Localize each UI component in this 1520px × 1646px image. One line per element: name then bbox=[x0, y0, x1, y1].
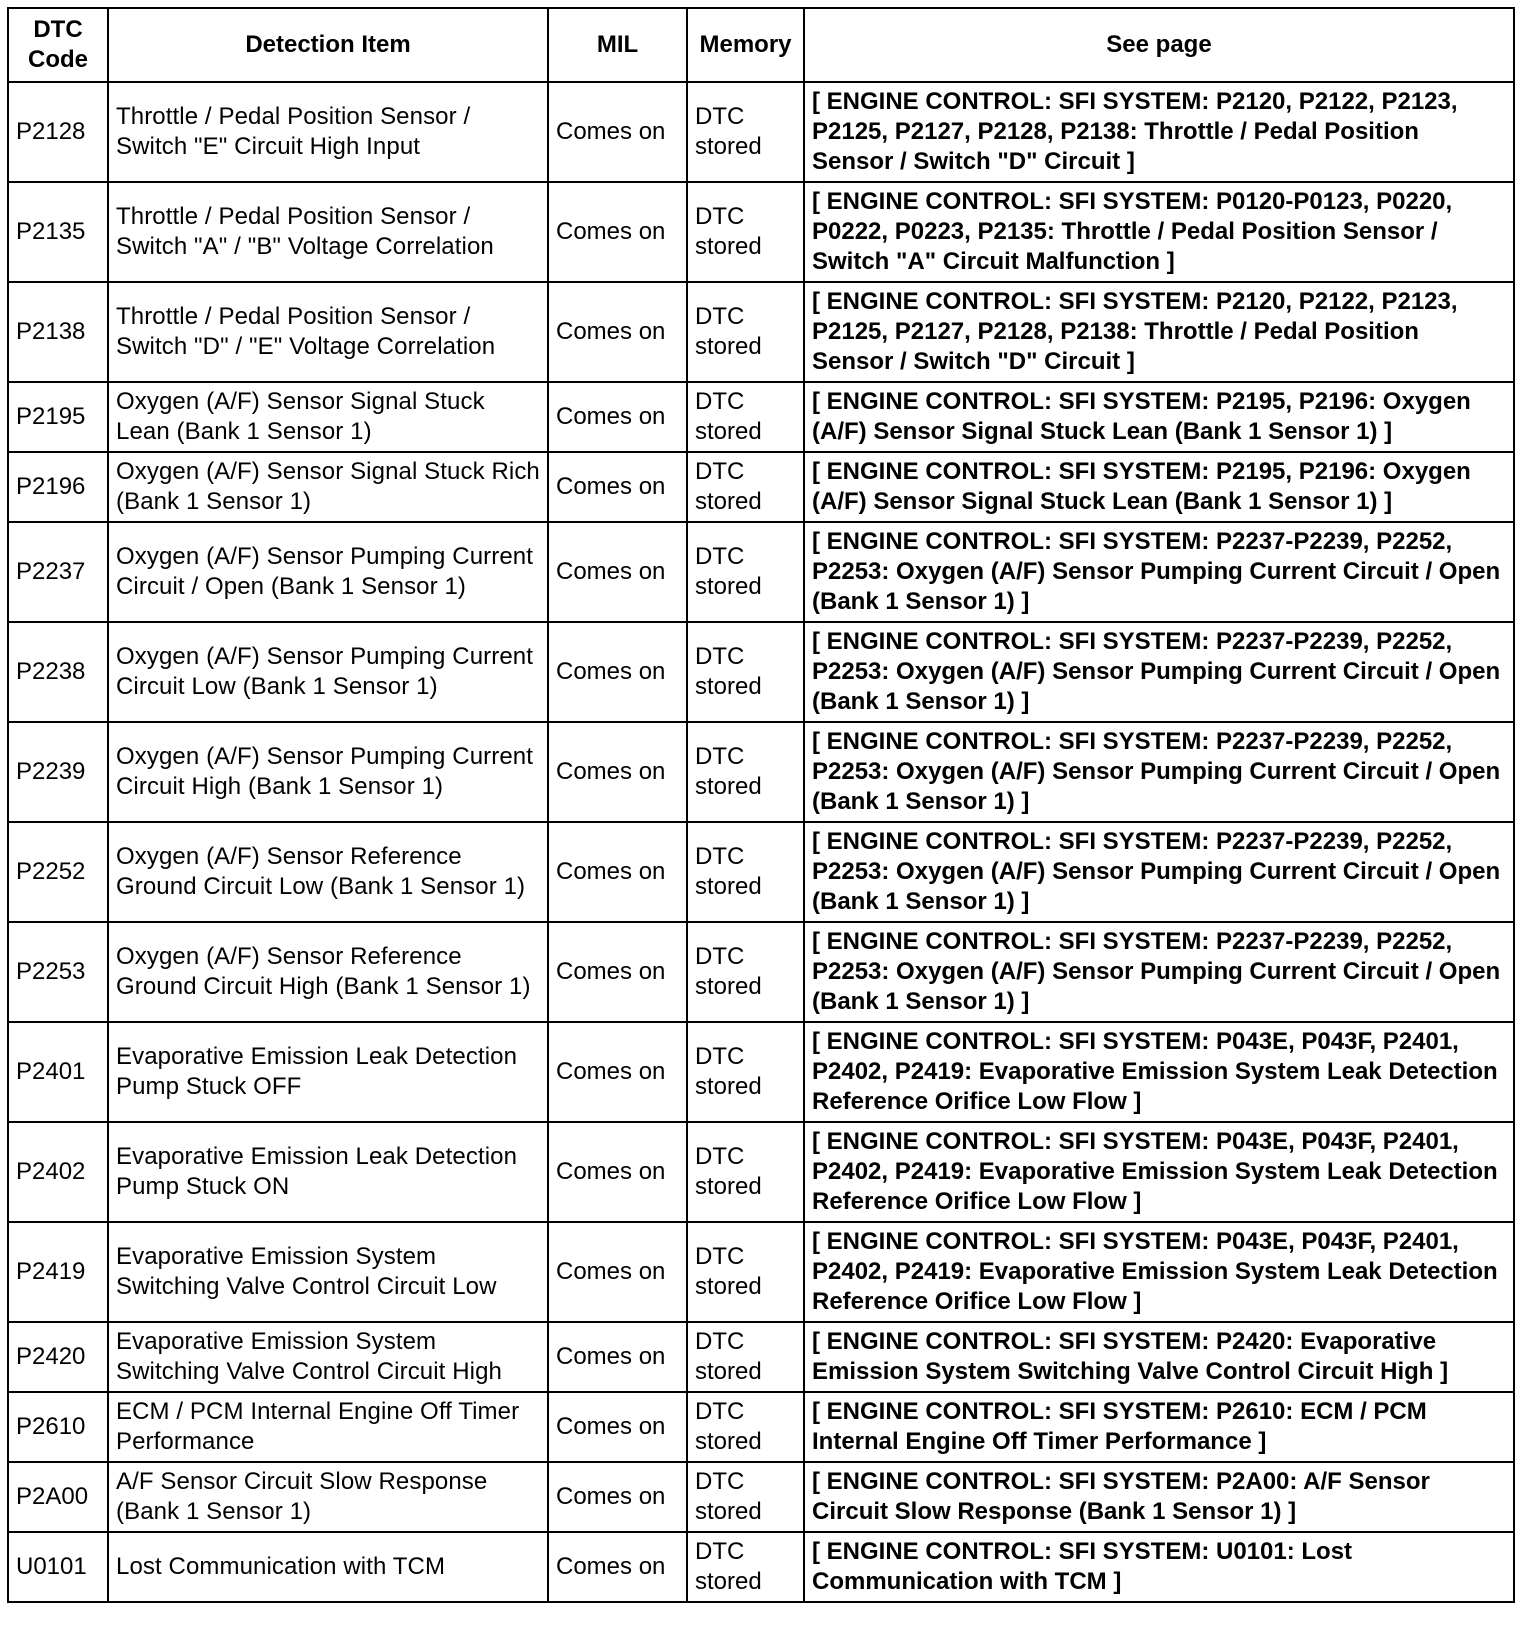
mil-cell: Comes on bbox=[548, 82, 687, 182]
dtc-code-cell: P2237 bbox=[8, 522, 108, 622]
detection-item-cell: Oxygen (A/F) Sensor Reference Ground Circuit High (Bank 1 Sensor 1) bbox=[108, 922, 548, 1022]
detection-item-cell: Throttle / Pedal Position Sensor / Switch "E" Circuit High Input bbox=[108, 82, 548, 182]
detection-item-cell: Oxygen (A/F) Sensor Signal Stuck Lean (Bank 1 Sensor 1) bbox=[108, 382, 548, 452]
see-page-link[interactable]: [ ENGINE CONTROL: SFI SYSTEM: P2237-P2239, P2252, P2253: Oxygen (A/F) Sensor Pumping Current Circuit / Open (Bank 1 Sensor 1) ] bbox=[804, 622, 1514, 722]
detection-item-cell: Throttle / Pedal Position Sensor / Switch "D" / "E" Voltage Correlation bbox=[108, 282, 548, 382]
see-page-link[interactable]: [ ENGINE CONTROL: SFI SYSTEM: P2237-P2239, P2252, P2253: Oxygen (A/F) Sensor Pumping Current Circuit / Open (Bank 1 Sensor 1) ] bbox=[804, 522, 1514, 622]
memory-cell: DTC stored bbox=[687, 1392, 804, 1462]
table-row bbox=[8, 922, 1514, 1022]
mil-cell: Comes on bbox=[548, 282, 687, 382]
mil-cell: Comes on bbox=[548, 1392, 687, 1462]
table-row bbox=[8, 522, 1514, 622]
dtc-code-cell: P2239 bbox=[8, 722, 108, 822]
mil-cell: Comes on bbox=[548, 922, 687, 1022]
see-page-link[interactable]: [ ENGINE CONTROL: SFI SYSTEM: P2237-P2239, P2252, P2253: Oxygen (A/F) Sensor Pumping Current Circuit / Open (Bank 1 Sensor 1) ] bbox=[804, 922, 1514, 1022]
dtc-code-cell: P2135 bbox=[8, 182, 108, 282]
memory-cell: DTC stored bbox=[687, 1122, 804, 1222]
see-page-link[interactable]: [ ENGINE CONTROL: SFI SYSTEM: P2237-P2239, P2252, P2253: Oxygen (A/F) Sensor Pumping Current Circuit / Open (Bank 1 Sensor 1) ] bbox=[804, 822, 1514, 922]
header-memory: Memory bbox=[687, 8, 804, 82]
table-row bbox=[8, 622, 1514, 722]
table-row bbox=[8, 1222, 1514, 1322]
dtc-code-cell: P2610 bbox=[8, 1392, 108, 1462]
dtc-code-cell: P2128 bbox=[8, 82, 108, 182]
table-row bbox=[8, 1532, 1514, 1602]
mil-cell: Comes on bbox=[548, 622, 687, 722]
memory-cell: DTC stored bbox=[687, 1532, 804, 1602]
memory-cell: DTC stored bbox=[687, 722, 804, 822]
dtc-code-cell: U0101 bbox=[8, 1532, 108, 1602]
memory-cell: DTC stored bbox=[687, 82, 804, 182]
table-row bbox=[8, 182, 1514, 282]
table-row bbox=[8, 382, 1514, 452]
see-page-link[interactable]: [ ENGINE CONTROL: SFI SYSTEM: P2420: Evaporative Emission System Switching Valve Control Circuit High ] bbox=[804, 1322, 1514, 1392]
memory-cell: DTC stored bbox=[687, 382, 804, 452]
dtc-code-cell: P2238 bbox=[8, 622, 108, 722]
see-page-link[interactable]: [ ENGINE CONTROL: SFI SYSTEM: P2120, P2122, P2123, P2125, P2127, P2128, P2138: Throttle / Pedal Position Sensor / Switch "D" Circuit ] bbox=[804, 282, 1514, 382]
header-detection-item: Detection Item bbox=[108, 8, 548, 82]
see-page-link[interactable]: [ ENGINE CONTROL: SFI SYSTEM: P0120-P0123, P0220, P0222, P0223, P2135: Throttle / Pedal Position Sensor / Switch "A" Circuit Malfunction ] bbox=[804, 182, 1514, 282]
see-page-link[interactable]: [ ENGINE CONTROL: SFI SYSTEM: P2237-P2239, P2252, P2253: Oxygen (A/F) Sensor Pumping Current Circuit / Open (Bank 1 Sensor 1) ] bbox=[804, 722, 1514, 822]
mil-cell: Comes on bbox=[548, 722, 687, 822]
table-row bbox=[8, 1462, 1514, 1532]
table-row bbox=[8, 1322, 1514, 1392]
see-page-link[interactable]: [ ENGINE CONTROL: SFI SYSTEM: P2120, P2122, P2123, P2125, P2127, P2128, P2138: Throttle / Pedal Position Sensor / Switch "D" Circuit ] bbox=[804, 82, 1514, 182]
see-page-link[interactable]: [ ENGINE CONTROL: SFI SYSTEM: P2A00: A/F Sensor Circuit Slow Response (Bank 1 Sensor 1) ] bbox=[804, 1462, 1514, 1532]
memory-cell: DTC stored bbox=[687, 1322, 804, 1392]
table-row bbox=[8, 452, 1514, 522]
table-row bbox=[8, 282, 1514, 382]
dtc-code-cell: P2138 bbox=[8, 282, 108, 382]
memory-cell: DTC stored bbox=[687, 822, 804, 922]
dtc-code-cell: P2196 bbox=[8, 452, 108, 522]
see-page-link[interactable]: [ ENGINE CONTROL: SFI SYSTEM: P2195, P2196: Oxygen (A/F) Sensor Signal Stuck Lean (Bank 1 Sensor 1) ] bbox=[804, 382, 1514, 452]
memory-cell: DTC stored bbox=[687, 922, 804, 1022]
detection-item-cell: A/F Sensor Circuit Slow Response (Bank 1 Sensor 1) bbox=[108, 1462, 548, 1532]
table-row bbox=[8, 82, 1514, 182]
mil-cell: Comes on bbox=[548, 1122, 687, 1222]
table-row bbox=[8, 1392, 1514, 1462]
header-mil: MIL bbox=[548, 8, 687, 82]
mil-cell: Comes on bbox=[548, 1222, 687, 1322]
dtc-code-cell: P2A00 bbox=[8, 1462, 108, 1532]
memory-cell: DTC stored bbox=[687, 622, 804, 722]
detection-item-cell: ECM / PCM Internal Engine Off Timer Performance bbox=[108, 1392, 548, 1462]
table-row bbox=[8, 1122, 1514, 1222]
mil-cell: Comes on bbox=[548, 822, 687, 922]
mil-cell: Comes on bbox=[548, 382, 687, 452]
detection-item-cell: Evaporative Emission Leak Detection Pump Stuck ON bbox=[108, 1122, 548, 1222]
mil-cell: Comes on bbox=[548, 1022, 687, 1122]
table-row bbox=[8, 1022, 1514, 1122]
memory-cell: DTC stored bbox=[687, 1022, 804, 1122]
memory-cell: DTC stored bbox=[687, 1462, 804, 1532]
memory-cell: DTC stored bbox=[687, 1222, 804, 1322]
detection-item-cell: Throttle / Pedal Position Sensor / Switch "A" / "B" Voltage Correlation bbox=[108, 182, 548, 282]
table-header-row bbox=[8, 8, 1514, 82]
see-page-link[interactable]: [ ENGINE CONTROL: SFI SYSTEM: P043E, P043F, P2401, P2402, P2419: Evaporative Emission System Leak Detection Reference Orifice Low Flow ] bbox=[804, 1222, 1514, 1322]
mil-cell: Comes on bbox=[548, 1532, 687, 1602]
dtc-code-cell: P2252 bbox=[8, 822, 108, 922]
see-page-link[interactable]: [ ENGINE CONTROL: SFI SYSTEM: P043E, P043F, P2401, P2402, P2419: Evaporative Emission System Leak Detection Reference Orifice Low Flow ] bbox=[804, 1122, 1514, 1222]
memory-cell: DTC stored bbox=[687, 282, 804, 382]
see-page-link[interactable]: [ ENGINE CONTROL: SFI SYSTEM: P043E, P043F, P2401, P2402, P2419: Evaporative Emission System Leak Detection Reference Orifice Low Flow ] bbox=[804, 1022, 1514, 1122]
mil-cell: Comes on bbox=[548, 1462, 687, 1532]
detection-item-cell: Oxygen (A/F) Sensor Reference Ground Circuit Low (Bank 1 Sensor 1) bbox=[108, 822, 548, 922]
see-page-link[interactable]: [ ENGINE CONTROL: SFI SYSTEM: P2195, P2196: Oxygen (A/F) Sensor Signal Stuck Lean (Bank 1 Sensor 1) ] bbox=[804, 452, 1514, 522]
mil-cell: Comes on bbox=[548, 522, 687, 622]
detection-item-cell: Oxygen (A/F) Sensor Pumping Current Circuit High (Bank 1 Sensor 1) bbox=[108, 722, 548, 822]
dtc-code-cell: P2402 bbox=[8, 1122, 108, 1222]
dtc-code-cell: P2195 bbox=[8, 382, 108, 452]
detection-item-cell: Evaporative Emission Leak Detection Pump Stuck OFF bbox=[108, 1022, 548, 1122]
detection-item-cell: Oxygen (A/F) Sensor Pumping Current Circuit Low (Bank 1 Sensor 1) bbox=[108, 622, 548, 722]
see-page-link[interactable]: [ ENGINE CONTROL: SFI SYSTEM: U0101: Lost Communication with TCM ] bbox=[804, 1532, 1514, 1602]
mil-cell: Comes on bbox=[548, 452, 687, 522]
table-row bbox=[8, 722, 1514, 822]
dtc-table-wrapper bbox=[7, 7, 1513, 1603]
dtc-code-cell: P2420 bbox=[8, 1322, 108, 1392]
detection-item-cell: Oxygen (A/F) Sensor Signal Stuck Rich (Bank 1 Sensor 1) bbox=[108, 452, 548, 522]
detection-item-cell: Evaporative Emission System Switching Valve Control Circuit Low bbox=[108, 1222, 548, 1322]
mil-cell: Comes on bbox=[548, 182, 687, 282]
detection-item-cell: Evaporative Emission System Switching Valve Control Circuit High bbox=[108, 1322, 548, 1392]
memory-cell: DTC stored bbox=[687, 522, 804, 622]
dtc-code-cell: P2253 bbox=[8, 922, 108, 1022]
memory-cell: DTC stored bbox=[687, 182, 804, 282]
detection-item-cell: Lost Communication with TCM bbox=[108, 1532, 548, 1602]
memory-cell: DTC stored bbox=[687, 452, 804, 522]
detection-item-cell: Oxygen (A/F) Sensor Pumping Current Circuit / Open (Bank 1 Sensor 1) bbox=[108, 522, 548, 622]
header-dtc-code: DTC Code bbox=[8, 8, 108, 82]
see-page-link[interactable]: [ ENGINE CONTROL: SFI SYSTEM: P2610: ECM / PCM Internal Engine Off Timer Performance ] bbox=[804, 1392, 1514, 1462]
header-see-page: See page bbox=[804, 8, 1514, 82]
mil-cell: Comes on bbox=[548, 1322, 687, 1392]
dtc-code-cell: P2401 bbox=[8, 1022, 108, 1122]
dtc-table bbox=[7, 7, 1515, 1603]
table-row bbox=[8, 822, 1514, 922]
dtc-code-cell: P2419 bbox=[8, 1222, 108, 1322]
